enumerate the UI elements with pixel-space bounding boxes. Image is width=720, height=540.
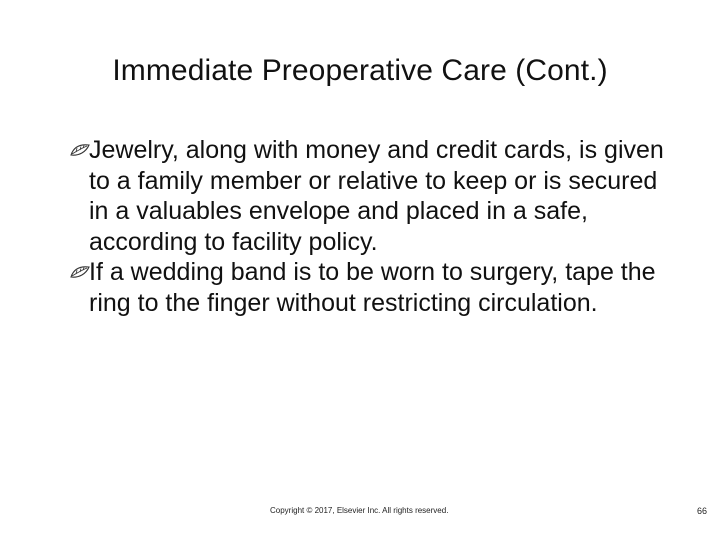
copyright-notice: Copyright © 2017, Elsevier Inc. All rights reserved. (270, 506, 449, 515)
leaf-bullet-icon (69, 143, 91, 157)
leaf-bullet-icon (69, 265, 91, 279)
bullet-text: Jewelry, along with money and credit cards, is given to a family member or relative to keep or is secured in a valuables envelope and placed in a safe, according to facility policy. (89, 136, 664, 256)
page-number: 66 (696, 506, 707, 516)
bullet-list (60, 135, 680, 318)
bullet-text: If a wedding band is to be worn to surgery, tape the ring to the finger without restricting circulation. (89, 258, 656, 317)
slide-title: Immediate Preoperative Care (Cont.) (112, 54, 608, 87)
bullet-item (60, 257, 680, 318)
bullet-item (60, 135, 680, 257)
